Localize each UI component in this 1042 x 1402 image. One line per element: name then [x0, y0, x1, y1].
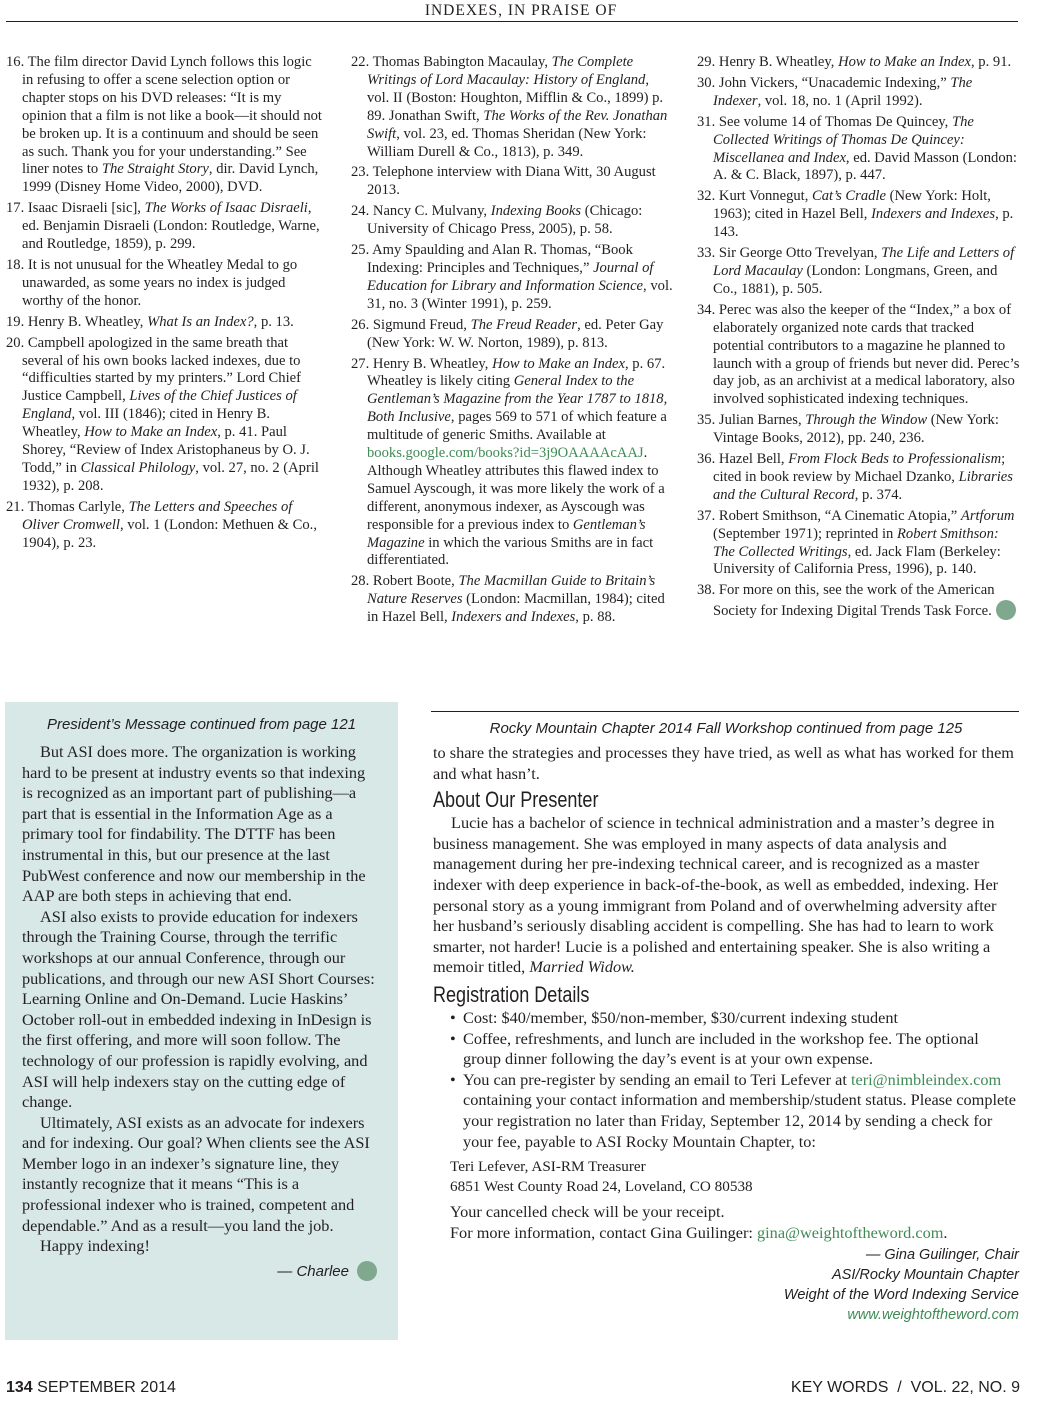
endnote-title: How to Make an Index [84, 424, 218, 441]
endnote-text: , vol. II (Boston: Houghton, Mifflin & Co., 1899) p. 89. Jonathan Swift, [367, 71, 664, 124]
endnote [6, 335, 324, 496]
workshop-signature-org: ASI/Rocky Mountain Chapter [832, 1267, 1019, 1284]
registration-cost-item: • Cost: $40/member, $50/non-member, $30/current indexing student [463, 1008, 1019, 1029]
endnote-title: The Macmillan Guide to Britain’s Nature Reserves [367, 573, 656, 608]
endnote-number: 17. [6, 200, 25, 217]
endnote [6, 257, 324, 311]
endnote-number: 27. [351, 355, 370, 372]
endnote-text: . Although Wheatley attributes this flawed index to Samuel Ayscough, it was more likely the work of a different, anonymous indexer, as Ayscough was responsible for a previous index to [367, 445, 665, 533]
endnote-text: , ed. Benjamin Disraeli (London: Routledge, Warne, and Routledge, 1859), p. 299. [22, 200, 320, 253]
endnote-title: Lives of the Chief Justices of England [22, 388, 297, 423]
endnote-link[interactable]: books.google.com/books?id=3j9OAAAAcAAJ [367, 445, 644, 462]
endnote-text: Thomas Carlyle, [27, 498, 129, 515]
endnote [351, 242, 673, 314]
workshop-signature-company: Weight of the Word Indexing Service [783, 1287, 1019, 1304]
end-of-article-dot-icon [357, 1261, 377, 1281]
presidents-message-continued-label: President’s Message continued from page 121 [46, 716, 357, 733]
preregister-text: You can pre-register by sending an email to Teri Lefever at [463, 1069, 851, 1089]
endnote-text: For more on this, see the work of the American Society for Indexing Digital Trends Task Force. [713, 582, 995, 620]
endnote-title: Cat’s Cradle [812, 188, 886, 205]
endnote [6, 314, 324, 332]
endnote-text: , p. 41. Paul Shorey, “Review of Index Aristophaneus by O. J. Todd,” in [22, 424, 310, 476]
presenter-bio-text: Lucie has a bachelor of science in technical administration and a master’s degree in business management. She was employed in many aspects of data analysis and management during her pre-indexing technical career, and is recognized as a master indexer with deep experience in back-of-the-book, as well as embedded, indexing. Her personal story as a young immigrant from Poland and of overwhelming adversity after her husband’s seriously disabling accident is compelling. She has had to learn to work smarter, not harder! Lucie is a polished and entertaining speaker. She is also writing a memoir titled, [433, 813, 999, 977]
endnote-number: 32. [697, 188, 716, 205]
endnote-number: 30. [697, 74, 716, 91]
contact-text: For more information, contact Gina Guilinger: [450, 1222, 758, 1242]
endnote-title: Indexers and Indexes [871, 206, 996, 223]
endnote-number: 20. [6, 334, 25, 351]
endnote-title: The Freud Reader [470, 316, 578, 333]
receipt-note: Your cancelled check will be your receipt. [450, 1202, 725, 1222]
endnote-title: Classical Philology [80, 459, 196, 476]
endnote-title: Indexing Books [490, 203, 582, 220]
endnote [351, 164, 673, 200]
endnote-text: (London: Macmillan, 1984); cited in Hazel Bell, [367, 591, 665, 626]
endnote-title: How to Make an Index [492, 355, 625, 372]
endnote-text: John Vickers, “Unacademic Indexing,” [718, 74, 951, 91]
endnote-text: Campbell apologized in the same breath that several of his own books lacked indexes, due to “difficulties started by my printers.” Lord Chief Justice Campbell, [22, 334, 301, 405]
endnote-text: ; cited in book review by Michael Dzanko, [713, 451, 1006, 485]
workshop-article [433, 720, 1019, 1325]
address-line-1: Teri Lefever, ASI-RM Treasurer [450, 1158, 646, 1176]
endnote-text: (September 1971); reprinted in [713, 525, 897, 542]
endnote-text: , p. 143. [713, 206, 1014, 241]
endnote-text: Isaac Disraeli [sic], [27, 200, 145, 217]
endnote-text: , vol. 18, no. 1 (April 1992). [757, 92, 923, 109]
endnote-text: Perec was also the keeper of the “Index,” a box of elaborately organized note cards that tracked potential contributors to a magazine he planned to launch with a group of friends but never did. Perec’s day job, as an archivist at a medical laboratory, also involved sophisticated indexing techniques. [713, 301, 1020, 408]
endnote-text: It is not unusual for the Wheatley Medal to go unawarded, as some years no index is judged worthy of the honor. [22, 256, 298, 309]
contact-period: . [943, 1222, 948, 1242]
endnote-text: Sigmund Freud, [372, 316, 471, 333]
endnote-number: 18. [6, 256, 25, 273]
endnote-text: (New York: Vintage Books, 2012), pp. 240, 236. [713, 412, 999, 447]
page-number: 134 [6, 1379, 33, 1396]
endnote-text: Henry B. Wheatley, [27, 313, 148, 330]
endnote-title: What Is an Index? [147, 313, 254, 330]
endnote-number: 23. [351, 164, 370, 181]
registration-list [433, 1008, 1019, 1152]
workshop-intro: to share the strategies and processes they have tried, as well as what has worked for them and what hasn’t. [433, 743, 1014, 783]
endnote [6, 200, 324, 254]
header-rule [6, 21, 1018, 22]
endnote-number: 29. [697, 54, 716, 70]
endnote-number: 16. [6, 54, 25, 70]
endnote [351, 573, 673, 627]
endnote [697, 412, 1022, 448]
registration-preregister-item [463, 1070, 1019, 1152]
endnote-number: 31. [697, 113, 716, 130]
endnote-number: 21. [6, 498, 25, 515]
endnote-title: General Index to the Gentleman’s Magazine from the Year 1787 to 1818, Both Inclusive [367, 373, 668, 426]
endnote [6, 54, 324, 197]
endnote-title: The Complete Writings of Lord Macaulay: History of England [367, 54, 646, 88]
endnote-text: , vol. 27, no. 2 (April 1932), p. 208. [22, 459, 319, 494]
endnote-number: 26. [351, 316, 370, 333]
preregister-text-cont: containing your contact information and membership/student status. Please complete your registration no later than Friday, September 12, 2014 by sending a check for your fee, payable to ASI Rocky Mountain Chapter, to: [463, 1090, 1016, 1151]
presenter-bio [433, 813, 1019, 978]
endnote [697, 302, 1022, 409]
endnote-number: 34. [697, 301, 716, 318]
endnote-text: See volume 14 of Thomas De Quincey, [718, 113, 952, 130]
endnote-title: Through the Window [805, 412, 928, 429]
endnote-title: The Works of the Rev. Jonathan Swift [367, 107, 668, 142]
running-head: INDEXES, IN PRAISE OF [424, 2, 618, 19]
endnote-title: The Letters and Speeches of Oliver Cromwell [22, 498, 293, 533]
endnote-text: The film director David Lynch follows this logic in refusing to offer a scene selection option or chapter stops on his DVD releases: “It is my opinion that a film is not like a book—it should not be broken up. It is a continuum and should be seen as such. Thank you for your understanding.” See liner notes to [22, 54, 322, 178]
endnote-number: 35. [697, 412, 716, 429]
address-line-2: 6851 West County Road 24, Loveland, CO 80538 [450, 1178, 753, 1196]
endnote-number: 22. [351, 54, 370, 70]
workshop-top-rule [431, 711, 1019, 712]
endnote-title: Robert Smithson: The Collected Writings [713, 525, 999, 560]
endnote-text: Nancy C. Mulvany, [372, 203, 491, 220]
endnote [351, 317, 673, 353]
workshop-website-link[interactable]: www.weightoftheword.com [847, 1307, 1019, 1324]
endnote [697, 54, 1022, 72]
endnote-text: , ed. David Masson (London: A. & C. Black, 1897), p. 447. [713, 149, 1017, 184]
endnote-text: Amy Spaulding and Alan R. Thomas, “Book Indexing: Principles and Techniques,” [367, 242, 633, 276]
endnote-text: , ed. Peter Gay (New York: W. W. Norton, 1989), p. 813. [367, 316, 664, 351]
endnote-text: (New York: Holt, 1963); cited in Hazel Bell, [713, 188, 991, 223]
endnote-number: 25. [351, 242, 370, 259]
endnote-text: (Chicago: University of Chicago Press, 2005), p. 58. [367, 203, 643, 238]
endnotes-column-2 [351, 54, 673, 630]
endnote-title: Indexers and Indexes [451, 609, 576, 626]
endnote-title: The Works of Isaac Disraeli [144, 200, 308, 217]
journal-info: KEY WORDS / VOL. 22, NO. 9 [790, 1379, 1020, 1396]
workshop-continued-label: Rocky Mountain Chapter 2014 Fall Workshop continued from page 125 [489, 720, 963, 737]
endnote-text: Kurt Vonnegut, [718, 188, 813, 205]
endnote-number: 24. [351, 203, 370, 220]
endnote-text: , pages 569 to 571 of which feature a multitude of generic Smiths. Available at [367, 409, 667, 444]
endnote-text: Telephone interview with Diana Witt, 30 August 2013. [367, 164, 656, 199]
endnote-text: , vol. 23, ed. Thomas Sheridan (New York: William Durell & Co., 1813), p. 349. [367, 125, 647, 160]
endnote-number: 33. [697, 245, 716, 262]
endnote-number: 38. [697, 582, 716, 599]
workshop-signature-name: — Gina Guilinger, Chair [865, 1247, 1019, 1264]
endnote-title: The Straight Story [101, 161, 209, 178]
endnote [697, 75, 1022, 111]
endnote [351, 356, 673, 571]
endnotes-column-3 [697, 54, 1022, 624]
endnote-text: (London: Longmans, Green, and Co., 1881), p. 505. [713, 262, 998, 297]
endnote-title: The Life and Letters of Lord Macaulay [713, 245, 1015, 279]
endnote-text: Julian Barnes, [718, 412, 806, 429]
presidents-message-paragraph: Ultimately, ASI exists as an advocate for indexers and for indexing. Our goal? When clients see the ASI Member logo in an indexer’s signature line, they instantly recognize that it means “This is a professional indexer who is trained, competent and dependable.” And as a result—you land the job. [22, 1112, 370, 1235]
endnote-title: Gentleman’s Magazine [367, 516, 646, 551]
memoir-title: Married Widow. [529, 957, 635, 977]
endnote-number: 19. [6, 313, 25, 330]
endnotes-column-1 [6, 54, 324, 555]
end-of-article-dot-icon [996, 600, 1016, 620]
endnote-text: , vol. 31, no. 3 (Winter 1991), p. 259. [367, 277, 673, 312]
endnote-text: Robert Smithson, “A Cinematic Atopia,” [718, 507, 961, 524]
endnote [697, 508, 1022, 580]
endnote [697, 582, 1022, 621]
endnote-text: Henry B. Wheatley, [718, 54, 839, 70]
endnote-text: , vol. III (1846); cited in Henry B. Wheatley, [22, 406, 271, 441]
endnote-text: , ed. Jack Flam (Berkeley: University of California Press, 1996), p. 140. [713, 543, 1001, 578]
endnote [351, 203, 673, 239]
endnote [697, 114, 1022, 186]
presidents-signature: — Charlee [277, 1262, 349, 1280]
registration-heading: Registration Details [433, 981, 590, 1007]
endnote-text: Hazel Bell, [718, 451, 789, 468]
teri-email-link[interactable]: teri@nimbleindex.com [850, 1069, 1002, 1089]
endnote [697, 188, 1022, 242]
endnote-title: The Collected Writings of Thomas De Quincey: Miscellanea and Index [713, 113, 974, 166]
endnote-title: How to Make an Index [838, 54, 971, 70]
endnote-text: , vol. 1 (London: Methuen & Co., 1904), p. 23. [22, 516, 317, 551]
presidents-message-paragraph: ASI also exists to provide education for indexers through the Training Course, through the terrific workshops at our annual Conference, through our publications, and through our new ASI Short Courses: Learning Online and On-Demand. Lucie Haskins’ October roll-out in embedded indexing in InDesign is the first offering, and more will soon follow. The technology of our profession is rapidly evolving, and ASI will help indexers stay on the cutting edge of change. [22, 906, 375, 1112]
endnote-text: Robert Boote, [372, 573, 459, 590]
registration-fee-item: • Coffee, refreshments, and lunch are included in the workshop fee. The optional group dinner following the day’s event is at your own expense. [463, 1029, 1019, 1070]
endnote-title: Libraries and the Cultural Record [713, 468, 1013, 503]
endnote-text: Henry B. Wheatley, [372, 355, 493, 372]
endnote [351, 54, 673, 161]
endnote-title: Artforum [960, 507, 1015, 524]
endnote-text: , p. 91. [971, 54, 1012, 70]
endnote-number: 37. [697, 507, 716, 524]
endnote-text: , p. 374. [854, 486, 903, 503]
contact-line [450, 1223, 1019, 1244]
presidents-message-paragraph: Happy indexing! [40, 1236, 150, 1256]
endnote-title: Journal of Education for Library and Information Science [367, 259, 654, 294]
presidents-message-paragraph: But ASI does more. The organization is working hard to be present at industry events so that indexing is recognized as an important part of publishing—a part that is essential in the Information Age as a primary tool for findability. The DTTF has been instrumental in this, but our presence at the last PubWest conference and now our membership in the AAP are both steps in achieving that end. [22, 742, 366, 906]
endnote [697, 245, 1022, 299]
endnote [697, 451, 1022, 505]
endnote-text: , p. 67. Wheatley is likely citing [367, 355, 666, 390]
endnote-text: Thomas Babington Macaulay, [372, 54, 552, 70]
presidents-message-box [5, 702, 398, 1340]
endnote-number: 28. [351, 573, 370, 590]
endnote [6, 499, 324, 553]
endnote-text: , dir. David Lynch, 1999 (Disney Home Video, 2000), DVD. [22, 161, 319, 196]
presenter-heading: About Our Presenter [433, 787, 599, 813]
gina-email-link[interactable]: gina@weightoftheword.com [757, 1222, 944, 1242]
issue-date: SEPTEMBER 2014 [37, 1379, 176, 1396]
endnote-text: , p. 88. [575, 609, 616, 626]
endnote-text: in which the various Smiths are in fact differentiated. [367, 534, 654, 569]
endnote-title: From Flock Beds to Professionalism [788, 451, 1002, 468]
endnote-number: 36. [697, 451, 716, 468]
page-folio [6, 1379, 176, 1397]
endnote-text: Sir George Otto Trevelyan, [718, 245, 882, 262]
endnote-text: , p. 13. [253, 313, 294, 330]
endnote-title: The Indexer [713, 74, 973, 109]
